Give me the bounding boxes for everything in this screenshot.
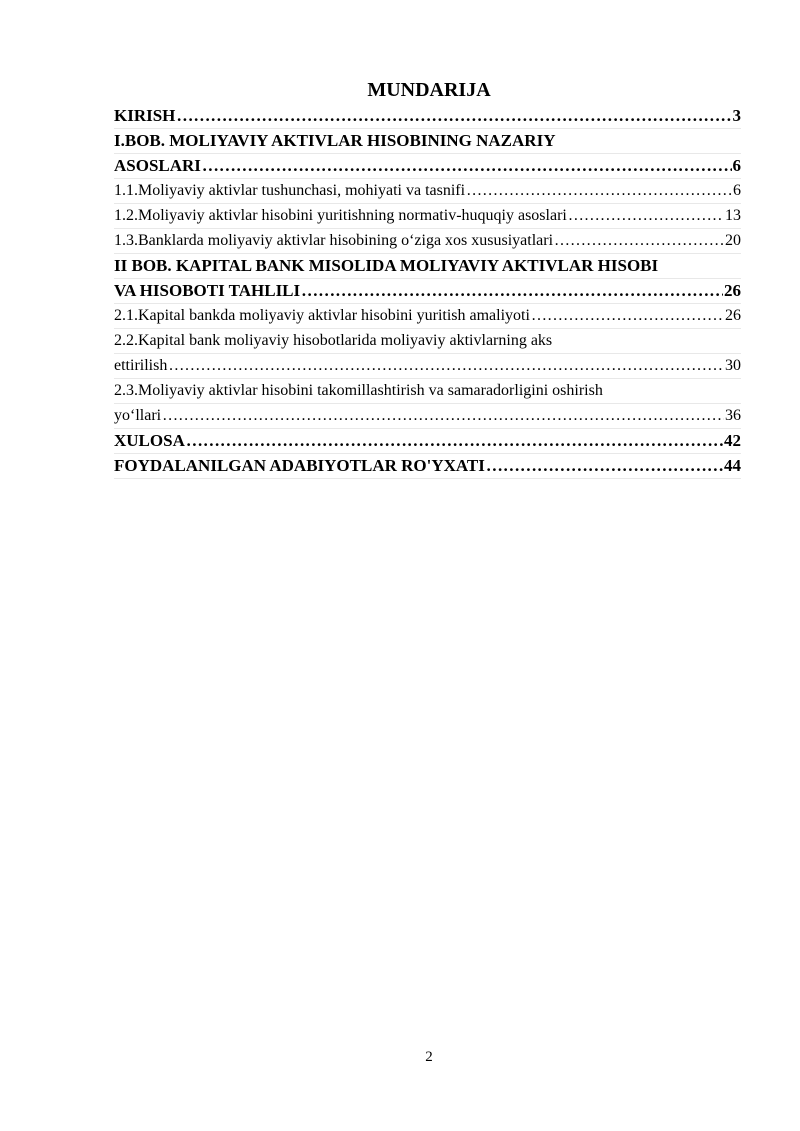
toc-entry-page: 42 xyxy=(724,431,741,450)
toc-entry-label: ettirilish xyxy=(114,357,168,374)
toc-entry-1-1 xyxy=(114,179,741,204)
toc-entry-label: KIRISH xyxy=(114,106,176,125)
toc-entry-2-2 xyxy=(114,329,741,379)
toc-entry-page: 6 xyxy=(732,156,741,175)
toc-entry-label: 1.3.Banklarda moliyaviy aktivlar hisobining o‘ziga xos xususiyatlari xyxy=(114,232,554,249)
toc-entry-page: 20 xyxy=(725,232,741,249)
dot-leader xyxy=(554,229,724,253)
dot-leader xyxy=(168,354,724,378)
toc-entry-label: XULOSA xyxy=(114,431,185,450)
toc-entry-chapter-1 xyxy=(114,129,741,179)
dot-leader xyxy=(568,204,724,228)
toc-title: MUNDARIJA xyxy=(367,79,491,101)
dot-leader xyxy=(176,104,731,128)
toc-entry-label: 2.1.Kapital bankda moliyaviy aktivlar hisobini yuritish amaliyoti xyxy=(114,307,530,324)
toc-entry-page: 6 xyxy=(733,182,741,199)
toc-entry-references xyxy=(114,454,741,479)
toc-entry-2-3 xyxy=(114,379,741,429)
table-of-contents xyxy=(114,104,741,479)
toc-entry-xulosa xyxy=(114,429,741,454)
toc-entry-2-1 xyxy=(114,304,741,329)
dot-leader xyxy=(186,429,723,453)
dot-leader xyxy=(301,279,723,303)
toc-entry-1-3 xyxy=(114,229,741,254)
toc-entry-label: 1.1.Moliyaviy aktivlar tushunchasi, mohiyati va tasnifi xyxy=(114,182,466,199)
toc-entry-label: FOYDALANILGAN ADABIYOTLAR RO'YXATI xyxy=(114,456,485,475)
toc-entry-page: 3 xyxy=(732,106,741,125)
dot-leader xyxy=(531,304,724,328)
toc-entry-label: VA HISOBOTI TAHLILI xyxy=(114,281,301,300)
toc-entry-chapter-2 xyxy=(114,254,741,304)
toc-entry-label: ASOSLARI xyxy=(114,156,201,175)
toc-entry-label-line1: I.BOB. MOLIYAVIY AKTIVLAR HISOBINING NAZARIY xyxy=(114,129,741,154)
toc-entry-1-2 xyxy=(114,204,741,229)
toc-entry-kirish xyxy=(114,104,741,129)
dot-leader xyxy=(162,404,724,428)
page-number: 2 xyxy=(425,1049,433,1065)
dot-leader xyxy=(486,454,723,478)
toc-entry-page: 26 xyxy=(725,307,741,324)
toc-entry-label-line1: 2.2.Kapital bank moliyaviy hisobotlarida moliyaviy aktivlarning aks xyxy=(114,329,741,354)
toc-entry-page: 44 xyxy=(724,456,741,475)
toc-entry-label: yo‘llari xyxy=(114,407,162,424)
toc-entry-label-line1: II BOB. KAPITAL BANK MISOLIDA MOLIYAVIY AKTIVLAR HISOBI xyxy=(114,254,741,279)
toc-entry-label: 1.2.Moliyaviy aktivlar hisobini yuritishning normativ-huquqiy asoslari xyxy=(114,207,567,224)
dot-leader xyxy=(466,179,732,203)
dot-leader xyxy=(202,154,732,178)
toc-entry-page: 26 xyxy=(724,281,741,300)
toc-entry-label-line1: 2.3.Moliyaviy aktivlar hisobini takomillashtirish va samaradorligini oshirish xyxy=(114,379,741,404)
toc-entry-page: 36 xyxy=(725,407,741,424)
toc-entry-page: 30 xyxy=(725,357,741,374)
toc-entry-page: 13 xyxy=(725,207,741,224)
